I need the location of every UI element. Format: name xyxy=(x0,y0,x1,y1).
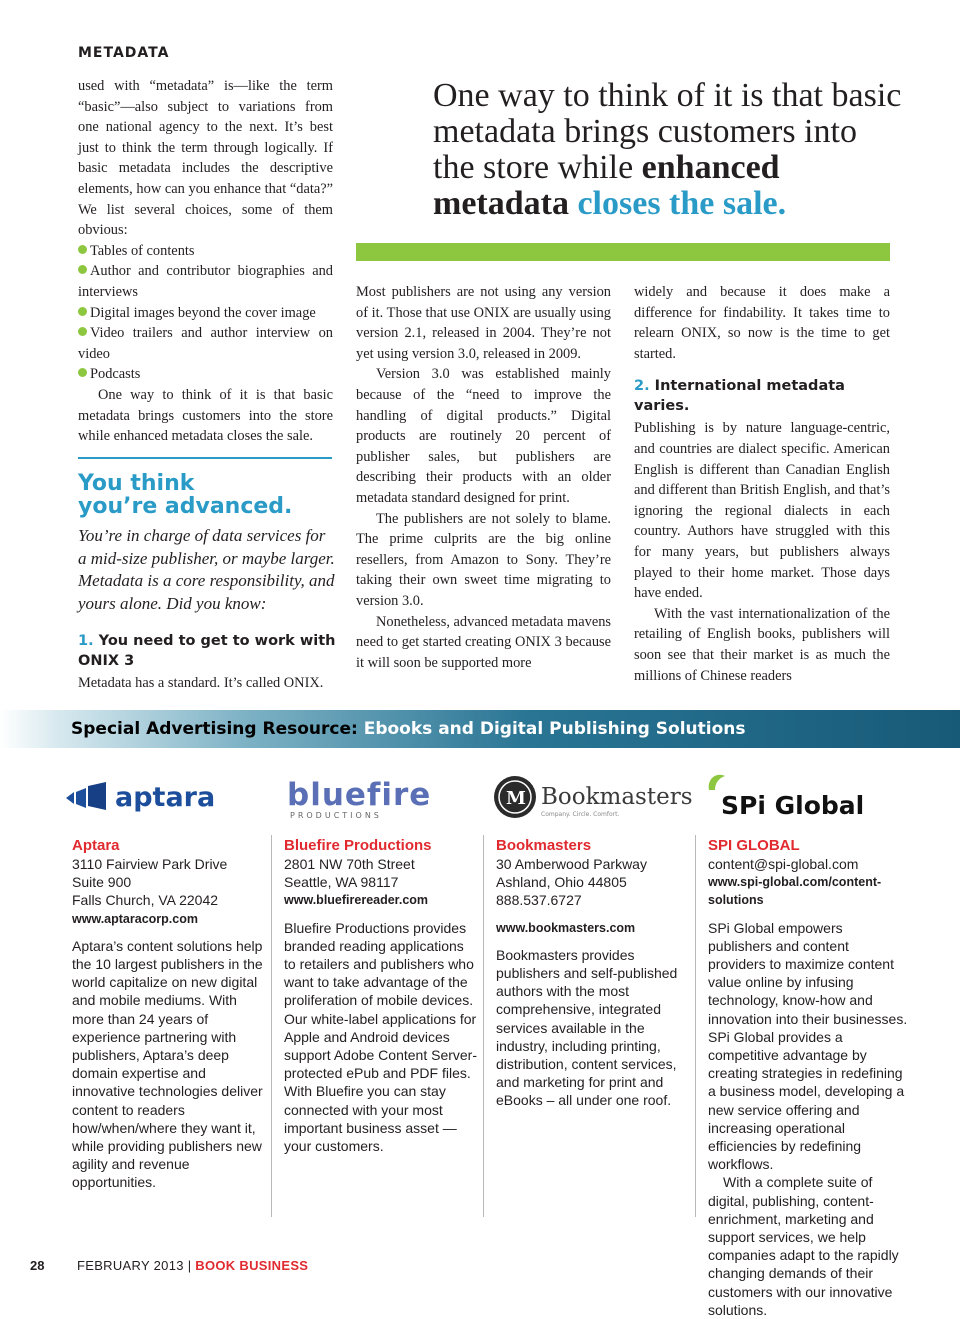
vendor-description: Bluefire Productions provides branded reading applications to retailers and publishers who want to take advantage of the proliferation of mobile devices. Our white-label applications for Apple and Android devices support Adobe Content Server-protected ePub and PDF files. With Bluefire you can stay connected with your most important business asset — your customers. xyxy=(284,919,478,1155)
divider-rule xyxy=(78,457,332,459)
col1-closing: One way to think of it is that basic metadata brings customers into the store while enhanced metadata closes the sale. xyxy=(78,386,333,445)
vendor-name: SPI GLOBAL xyxy=(708,837,800,854)
vendor-email-link[interactable]: content@spi-global.com xyxy=(708,856,859,872)
vendor-name: Bookmasters xyxy=(496,837,592,854)
think-intro: You’re in charge of data services for a mid-size publisher, or maybe larger. Metadata is a core responsibility, and yours alone. Did you know: xyxy=(78,526,335,613)
banner-highlight: Ebooks and Digital Publishing Solutions xyxy=(363,719,746,739)
vendor-address: 2801 NW 70th Street xyxy=(284,856,415,872)
svg-text:SPi Global: SPi Global xyxy=(721,791,865,820)
subhead-1-text: Metadata has a standard. It’s called ONIX. xyxy=(78,675,324,691)
column-divider xyxy=(483,835,484,1217)
spi-global-logo xyxy=(703,770,863,825)
think-heading: You think you’re advanced. xyxy=(78,471,293,519)
aptara-logo xyxy=(62,770,262,825)
col2-para: The publishers are not solely to blame. The prime culprits are the big online resellers, from Amazon to Sony. They’re taking their own sweet time migrating to version 3.0. xyxy=(356,510,611,609)
svg-text:aptara: aptara xyxy=(115,782,216,813)
column-divider xyxy=(695,835,696,1217)
col2-para: Version 3.0 was established mainly because of the “need to improve the handling of digital products.” Digital products are routinely 20 percent of publisher sales, but publishers are describing their products with an older metadata standard designed for print. xyxy=(356,366,611,506)
vendor-description: Bookmasters provides publishers and self-published authors with the most comprehensive, integrated services available in the industry, including printing, distribution, content services, and marketing for print and eBooks – all under one roof. xyxy=(496,946,678,1109)
subhead-2: 2. International metadata varies. xyxy=(634,378,845,415)
green-bullet-icon xyxy=(78,265,87,274)
column-divider xyxy=(271,835,272,1217)
green-bullet-icon xyxy=(78,245,87,254)
green-bullet-icon xyxy=(78,368,87,377)
pull-quote: One way to think of it is that basic metadata brings customers into the store while enhanced metadata closes the sale. xyxy=(433,77,902,222)
vendor-address: 3110 Fairview Park Drive xyxy=(72,856,228,872)
vendor-address: Suite 900 xyxy=(72,874,132,891)
col2-para: Most publishers are not using any version of it. Those that use ONIX are usually using version 2.1, released in 2004. They’re not yet using version 3.0, released in 2009. xyxy=(356,284,611,362)
section-label: METADATA xyxy=(78,45,170,61)
green-bullet-icon xyxy=(78,307,87,316)
footer-text: FEBRUARY 2013 | BOOK BUSINESS xyxy=(77,1258,309,1273)
spi-leaf-icon xyxy=(709,775,725,790)
subhead-1: 1. You need to get to work with ONIX 3 xyxy=(78,633,336,669)
vendor-aptara xyxy=(72,836,267,1192)
vendor-bluefire xyxy=(284,836,479,1155)
vendor-description: With a complete suite of digital, publishing, content-enrichment, marketing and support services, we help companies adapt to the rapidly changing demands of their customers with our innovative solutions. xyxy=(708,1174,899,1318)
vendor-name: Bluefire Productions xyxy=(284,837,432,854)
aptara-mark-icon xyxy=(66,792,74,804)
vendor-website-link[interactable]: www.aptaracorp.com xyxy=(72,911,198,926)
svg-text:Bookmasters: Bookmasters xyxy=(541,784,693,810)
green-accent-bar xyxy=(356,243,890,261)
vendor-spi-global xyxy=(708,836,908,1319)
vendor-description: SPi Global empowers publishers and content providers to maximize content value online by infusing technology, know-how and innovation into their businesses. SPi Global provides a competitive advantage by creating strategies in redefining a business model, developing a new service offering and increasing operational efficiencies by redefining workflows. xyxy=(708,919,908,1173)
svg-text:M: M xyxy=(506,788,526,809)
vendor-address: Ashland, Ohio 44805 xyxy=(496,874,627,891)
bookmasters-logo xyxy=(493,770,693,825)
bullet-item: Tables of contents xyxy=(78,241,333,262)
vendor-website-link[interactable]: www.bookmasters.com xyxy=(496,920,636,935)
article-column-1 xyxy=(78,76,333,447)
svg-text:bluefire: bluefire xyxy=(287,777,432,813)
vendor-address: Seattle, WA 98117 xyxy=(284,874,399,891)
vendor-bookmasters xyxy=(496,836,694,1110)
col3-para: Publishing is by nature language-centric, and countries are dialect specific. American English is different than Canadian English and different than British English, and that’s ignoring the regional dialects in each country. Authors have struggled with this for many years, but publishers always played to their home market. Those days have ended. xyxy=(634,420,890,602)
vendor-name: Aptara xyxy=(72,837,120,854)
vendor-phone: 888.537.6727 xyxy=(496,892,582,909)
vendor-address: 30 Amberwood Parkway xyxy=(496,856,647,872)
vendor-website-link[interactable]: www.bluefirereader.com xyxy=(284,893,429,908)
bullet-item: Podcasts xyxy=(78,364,333,385)
bullet-item: Author and contributor biographies and interviews xyxy=(78,263,333,300)
bluefire-logo xyxy=(287,770,467,825)
svg-text:PRODUCTIONS: PRODUCTIONS xyxy=(290,811,382,820)
green-bullet-icon xyxy=(78,327,87,336)
vendor-description: Aptara’s content solutions help the 10 largest publishers in the world capitalize on new digital and mobile mediums. With more than 24 years of experience partnering with publishers, Aptara’s deep domain expertise and innovative technologies deliver content to readers how/when/where they want it, while providing publishers new agility and revenue opportunities. xyxy=(72,937,263,1191)
page-number: 28 xyxy=(30,1258,45,1273)
col1-intro: used with “metadata” is—like the term “basic”—also subject to variations from one national agency to the next. It’s best just to think the term through logically. If basic metadata includes the descriptive elements, how can you enhance that “data?” We list several choices, some of them obvious: xyxy=(78,78,333,239)
col3-para: With the vast internationalization of the retailing of English books, publishers will soon see that their market is as much the millions of Chinese readers xyxy=(634,605,890,684)
banner-lead: Special Advertising Resource: xyxy=(71,719,358,739)
svg-text:Company. Circle. Comfort.: Company. Circle. Comfort. xyxy=(541,811,620,818)
bullet-item: Video trailers and author interview on video xyxy=(78,325,333,362)
article-column-2 xyxy=(356,282,611,673)
col3-para: widely and because it does make a difference for findability. It takes time to relearn ONIX, so now is the time to get started. xyxy=(634,284,890,362)
col2-para: Nonetheless, advanced metadata mavens need to get started creating ONIX 3 because it will soon be supported more xyxy=(356,613,611,671)
article-column-3 xyxy=(634,282,890,686)
advertising-banner xyxy=(0,710,960,748)
bullet-item: Digital images beyond the cover image xyxy=(78,303,333,324)
vendor-address: Falls Church, VA 22042 xyxy=(72,892,219,909)
vendor-website-link[interactable]: www.spi-global.com/content-solutions xyxy=(708,875,882,908)
